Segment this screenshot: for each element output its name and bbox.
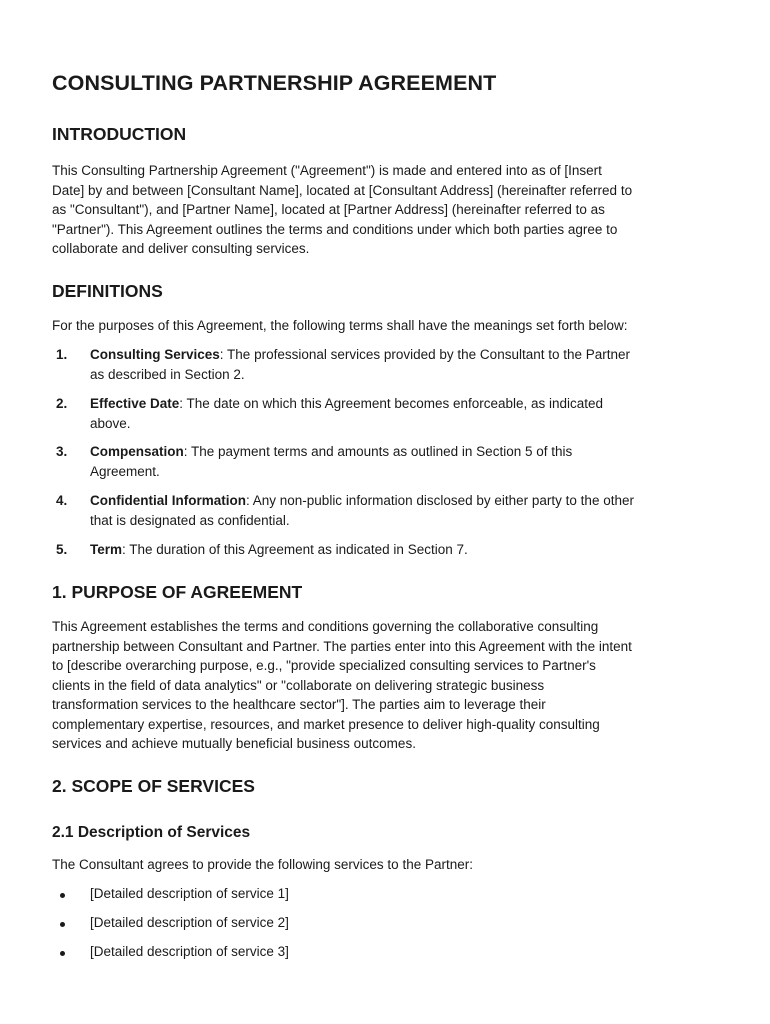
scope-intro: The Consultant agrees to provide the following services to the Partner: xyxy=(52,857,473,872)
definition-text: above. xyxy=(90,415,131,431)
bullet-icon xyxy=(60,951,65,956)
definition-number: 5. xyxy=(56,542,68,557)
purpose-line: This Agreement establishes the terms and conditions governing the collaborative consulting xyxy=(52,619,599,634)
definition-text: : The professional services provided by the Consultant to the Partner xyxy=(219,347,631,362)
definitions-intro: For the purposes of this Agreement, the following terms shall have the meanings set forth below: xyxy=(52,318,628,333)
document-title: CONSULTING PARTNERSHIP AGREEMENT xyxy=(52,71,497,95)
service-description: [Detailed description of service 2] xyxy=(90,915,289,930)
purpose-line: to [describe overarching purpose, e.g., "provide specialized consulting services to Partner's xyxy=(52,658,596,673)
introduction-paragraph xyxy=(52,161,722,259)
definition-number: 3. xyxy=(56,444,68,459)
definition-term: Term xyxy=(90,542,123,557)
definition-text: as described in Section 2. xyxy=(90,366,245,382)
service-description: [Detailed description of service 3] xyxy=(90,944,289,959)
definition-text: that is designated as confidential. xyxy=(90,512,290,528)
purpose-paragraph xyxy=(52,617,722,754)
bullet-icon xyxy=(60,922,65,927)
definition-number: 1. xyxy=(56,347,68,362)
definition-term: Compensation xyxy=(90,444,184,459)
scope-subheading: 2.1 Description of Services xyxy=(52,824,251,841)
definitions-heading: DEFINITIONS xyxy=(52,281,163,301)
introduction-line: This Consulting Partnership Agreement ("Agreement") is made and entered into as of [Insert xyxy=(52,163,602,178)
definition-number: 4. xyxy=(56,493,68,508)
definition-text: Agreement. xyxy=(90,463,160,479)
definition-number: 2. xyxy=(56,396,68,411)
purpose-line: clients in the field of data analytics" or "collaborate on delivering strategic business xyxy=(52,677,545,693)
definition-term: Effective Date xyxy=(90,396,180,411)
definition-term: Consulting Services xyxy=(90,347,220,362)
service-description: [Detailed description of service 1] xyxy=(90,886,289,901)
introduction-heading: INTRODUCTION xyxy=(52,124,187,144)
introduction-line: Date] by and between [Consultant Name], located at [Consultant Address] (hereinafter referred to xyxy=(52,182,633,198)
introduction-line: collaborate and deliver consulting services. xyxy=(52,241,310,256)
introduction-line: "Partner"). This Agreement outlines the terms and conditions under which both parties agree to xyxy=(52,221,618,237)
definition-text: : The duration of this Agreement as indicated in Section 7. xyxy=(122,542,468,557)
definition-text: : Any non-public information disclosed by either party to the other xyxy=(246,493,634,508)
purpose-line: partnership between Consultant and Partner. The parties enter into this Agreement with the intent xyxy=(52,638,632,654)
purpose-line: complementary expertise, resources, and market presence to deliver high-quality consulting xyxy=(52,716,600,732)
scope-heading: 2. SCOPE OF SERVICES xyxy=(52,776,255,796)
purpose-heading: 1. PURPOSE OF AGREEMENT xyxy=(52,582,303,602)
definition-term: Confidential Information xyxy=(90,493,246,508)
introduction-line: as "Consultant"), and [Partner Name], located at [Partner Address] (hereinafter referred to as xyxy=(52,202,605,217)
purpose-line: transformation services to the healthcare sector"]. The parties aim to leverage their xyxy=(52,697,546,712)
purpose-line: services and achieve mutually beneficial business outcomes. xyxy=(52,736,416,751)
bullet-icon xyxy=(60,893,65,898)
definition-text: : The payment terms and amounts as outlined in Section 5 of this xyxy=(183,444,573,459)
definition-text: : The date on which this Agreement becomes enforceable, as indicated xyxy=(179,396,604,411)
